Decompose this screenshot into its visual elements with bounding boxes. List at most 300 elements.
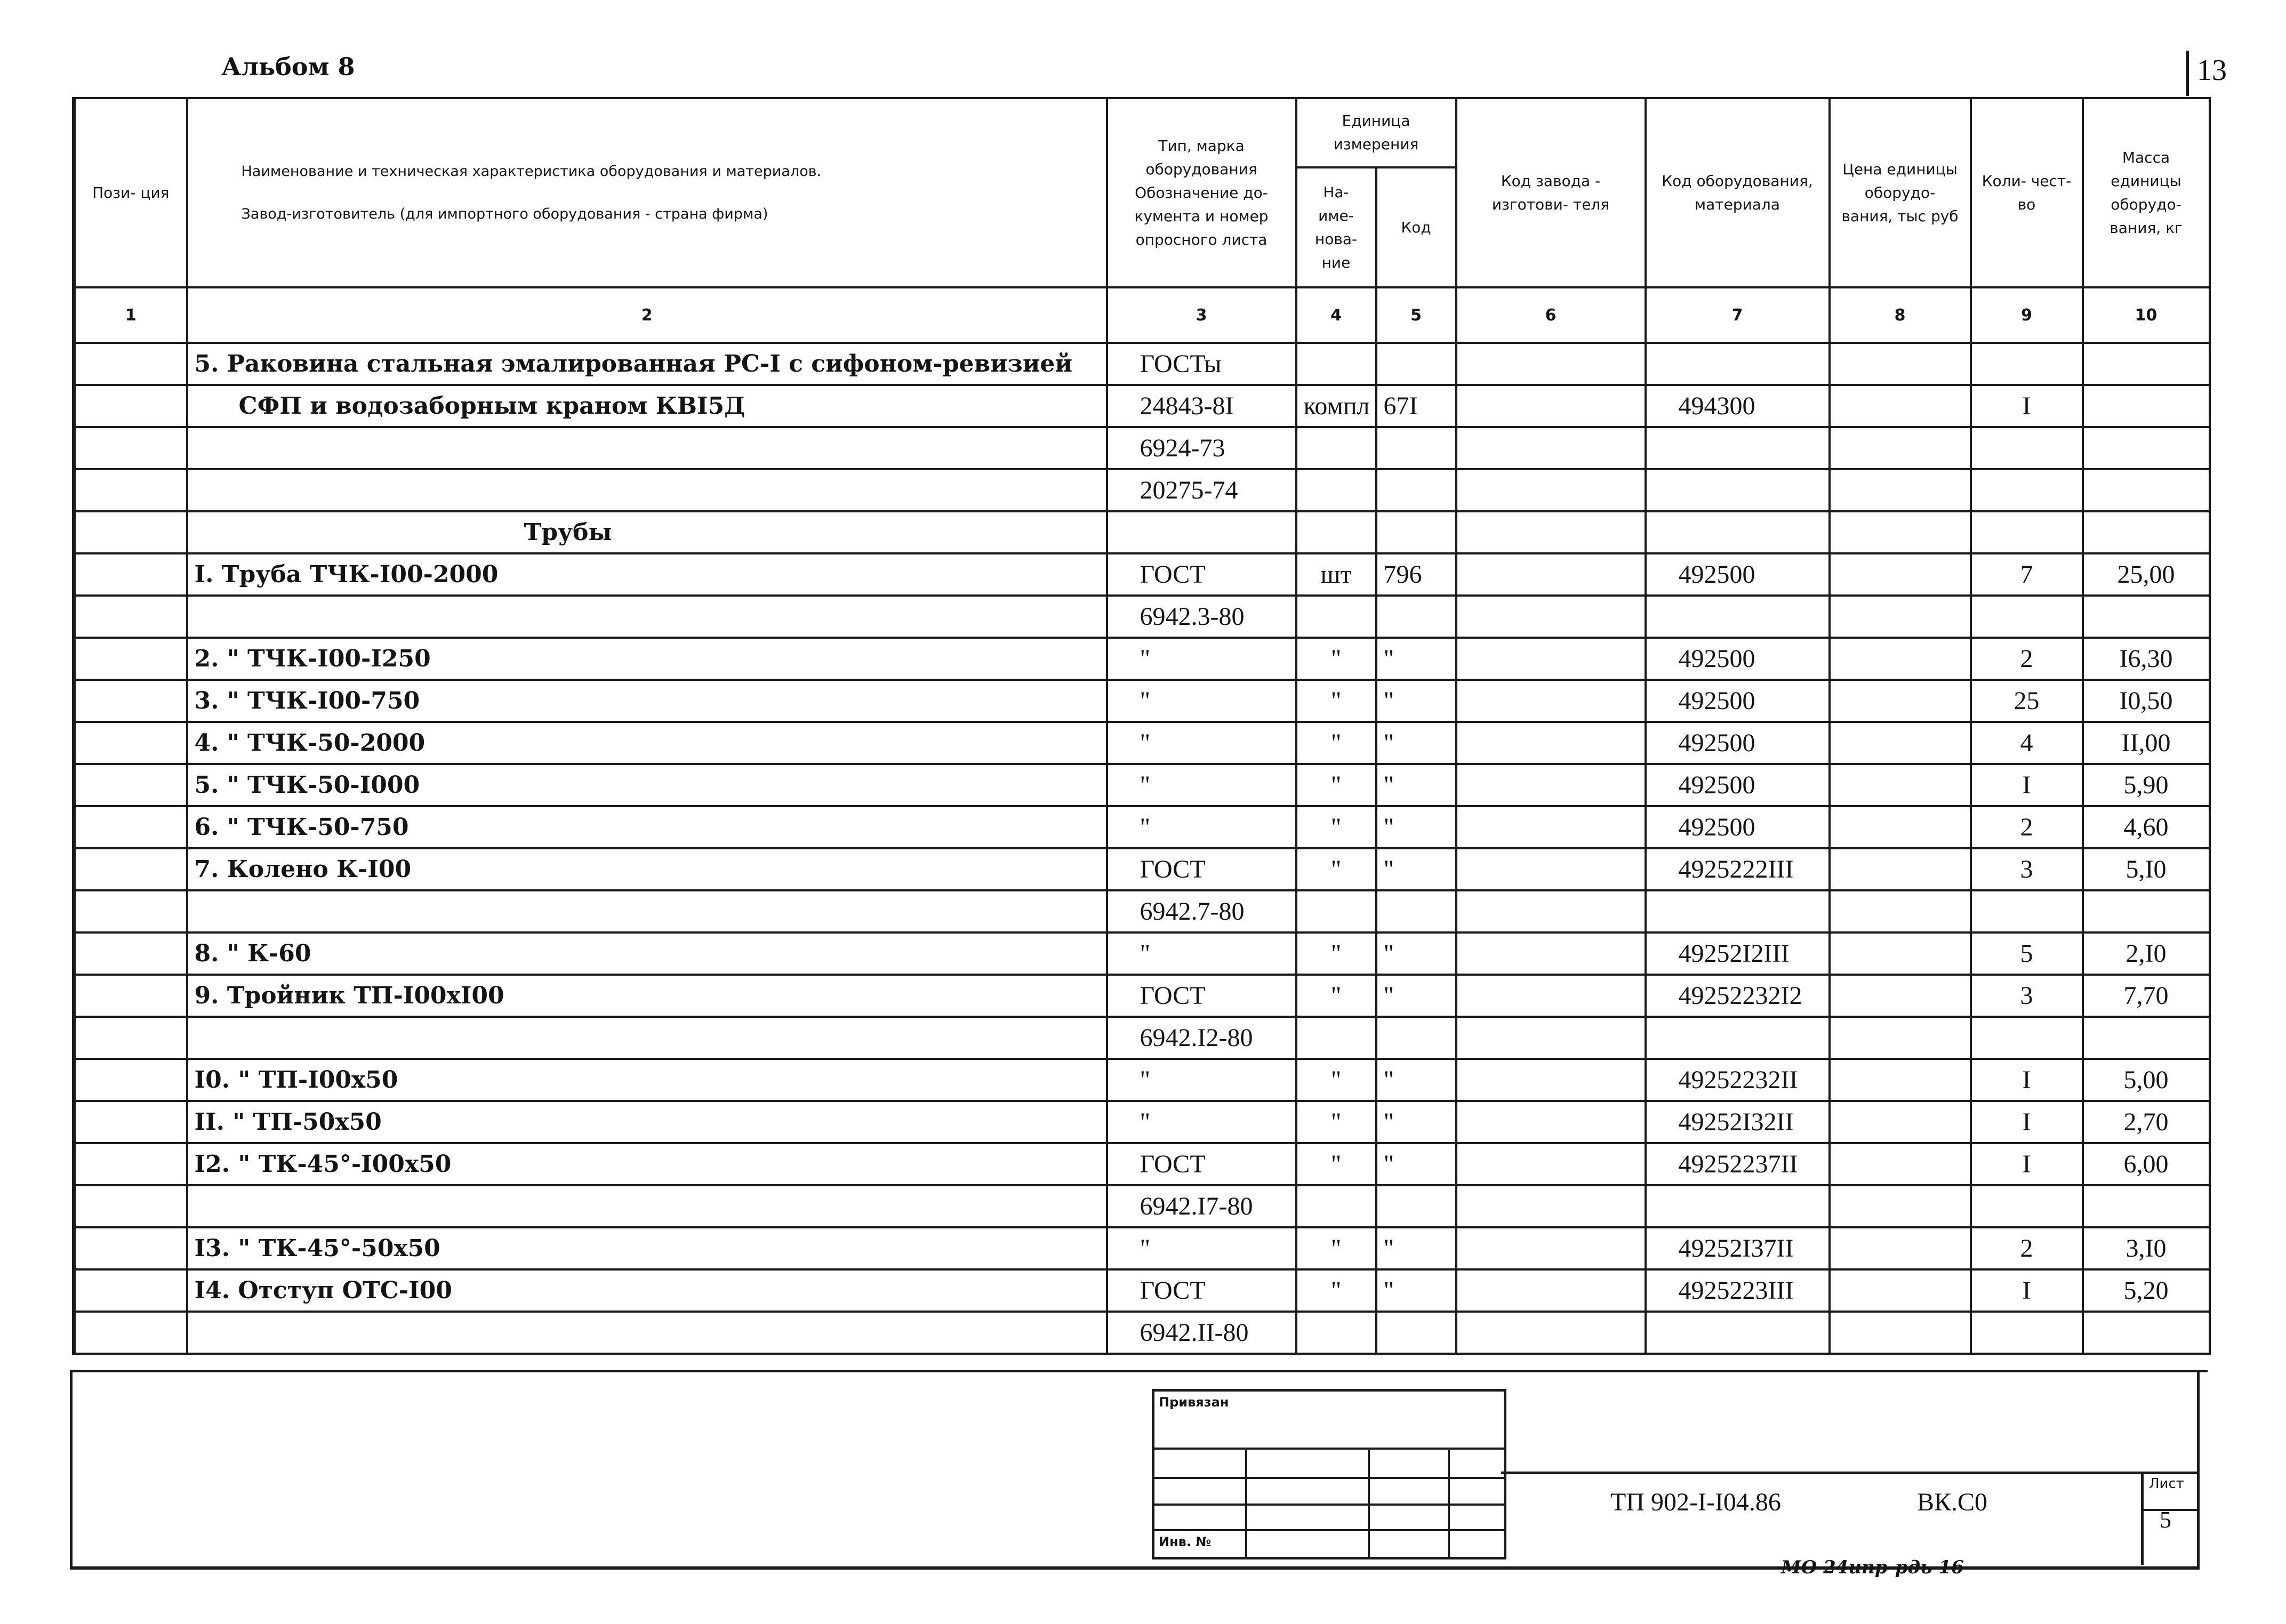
row-type: 6942.II-80 [1107, 1312, 1296, 1354]
row-unit-code: " [1376, 1227, 1456, 1269]
row-factory-code [1456, 1227, 1646, 1269]
row-quantity: 3 [1971, 848, 2083, 890]
row-equipment-code: 492500 [1646, 722, 1830, 764]
row-position [74, 1269, 187, 1312]
row-mass [2083, 511, 2210, 553]
row-quantity: 2 [1971, 1227, 2083, 1269]
row-factory-code [1456, 1017, 1646, 1059]
row-unit-code: " [1376, 1059, 1456, 1101]
row-factory-code [1456, 975, 1646, 1017]
row-unit [1296, 343, 1376, 385]
table-row [74, 1185, 2210, 1227]
row-position [74, 806, 187, 848]
row-factory-code [1456, 638, 1646, 680]
row-unit-code: " [1376, 1101, 1456, 1143]
row-factory-code [1456, 722, 1646, 764]
row-type: " [1107, 764, 1296, 806]
document-type: ВК.С0 [1917, 1488, 1988, 1516]
row-name: I2. " ТК-45°-I00x50 [187, 1143, 1107, 1185]
table-row [74, 385, 2210, 427]
header-name-line1: Наименование и техническая характеристика оборудования и материалов. [241, 163, 822, 180]
column-number: 8 [1830, 287, 1971, 343]
row-unit-code [1376, 890, 1456, 932]
row-mass: 5,90 [2083, 764, 2210, 806]
row-factory-code [1456, 680, 1646, 722]
row-unit-code: " [1376, 806, 1456, 848]
row-name: Трубы [187, 511, 1107, 553]
row-position [74, 680, 187, 722]
row-type: 6924-73 [1107, 427, 1296, 469]
row-mass [2083, 469, 2210, 511]
row-unit [1296, 427, 1376, 469]
column-number: 3 [1107, 287, 1296, 343]
row-equipment-code: 49252237II [1646, 1143, 1830, 1185]
row-quantity: I [1971, 764, 2083, 806]
row-quantity: 2 [1971, 806, 2083, 848]
row-equipment-code [1646, 511, 1830, 553]
row-type: " [1107, 680, 1296, 722]
stamp-top-label: Привязан [1159, 1395, 1229, 1410]
row-position [74, 764, 187, 806]
column-number: 1 [74, 287, 187, 343]
row-equipment-code [1646, 890, 1830, 932]
row-unit [1296, 1185, 1376, 1227]
stamp-divider [1448, 1450, 1450, 1557]
row-factory-code [1456, 890, 1646, 932]
row-name: 5. " ТЧК-50-I000 [187, 764, 1107, 806]
row-type: ГОСТ [1107, 848, 1296, 890]
table-row [74, 511, 2210, 553]
row-type: ГОСТ [1107, 975, 1296, 1017]
row-name [187, 469, 1107, 511]
album-title: Альбом 8 [221, 52, 355, 81]
row-unit-code: " [1376, 975, 1456, 1017]
sheet-number-bar [2186, 51, 2189, 96]
frame-left-edge [70, 1370, 73, 1567]
table-row [74, 722, 2210, 764]
row-position [74, 469, 187, 511]
row-factory-code [1456, 1059, 1646, 1101]
row-name: 4. " ТЧК-50-2000 [187, 722, 1107, 764]
row-unit: " [1296, 1269, 1376, 1312]
row-position [74, 638, 187, 680]
stamp-divider [1245, 1450, 1247, 1557]
table-row [74, 764, 2210, 806]
table-frame-bottom [72, 1370, 2208, 1372]
table-row [74, 1059, 2210, 1101]
row-price [1830, 890, 1971, 932]
row-name [187, 1312, 1107, 1354]
stamp-line [1154, 1504, 1504, 1506]
row-factory-code [1456, 596, 1646, 638]
stamp-divider [1368, 1450, 1370, 1557]
row-quantity [1971, 1185, 2083, 1227]
row-quantity [1971, 890, 2083, 932]
row-mass [2083, 1017, 2210, 1059]
row-factory-code [1456, 385, 1646, 427]
row-price [1830, 1143, 1971, 1185]
row-name [187, 1017, 1107, 1059]
row-unit [1296, 890, 1376, 932]
row-unit: " [1296, 806, 1376, 848]
row-type: " [1107, 932, 1296, 975]
row-factory-code [1456, 848, 1646, 890]
row-unit-code [1376, 1312, 1456, 1354]
row-position [74, 932, 187, 975]
row-name: 2. " ТЧК-I00-I250 [187, 638, 1107, 680]
row-unit [1296, 1312, 1376, 1354]
row-type [1107, 511, 1296, 553]
row-equipment-code: 494300 [1646, 385, 1830, 427]
row-factory-code [1456, 469, 1646, 511]
header-equipment-code: Код оборудования, материала [1646, 98, 1830, 287]
column-number: 2 [187, 287, 1107, 343]
header-price: Цена единицы оборудо- вания, тыс руб [1830, 98, 1971, 287]
row-equipment-code [1646, 469, 1830, 511]
table-row [74, 638, 2210, 680]
header-type: Тип, марка оборудования Обозначение до- кумента и номер опросного листа [1107, 98, 1296, 287]
row-name: I3. " ТК-45°-50x50 [187, 1227, 1107, 1269]
row-mass: 3,I0 [2083, 1227, 2210, 1269]
row-name: 6. " ТЧК-50-750 [187, 806, 1107, 848]
row-unit-code: " [1376, 722, 1456, 764]
row-name: 7. Колено К-I00 [187, 848, 1107, 890]
row-equipment-code [1646, 1185, 1830, 1227]
row-mass: 25,00 [2083, 553, 2210, 596]
row-mass: 6,00 [2083, 1143, 2210, 1185]
row-quantity [1971, 469, 2083, 511]
row-type: " [1107, 722, 1296, 764]
row-unit: " [1296, 1227, 1376, 1269]
row-unit-code [1376, 469, 1456, 511]
row-unit: компл [1296, 385, 1376, 427]
row-price [1830, 848, 1971, 890]
row-mass [2083, 427, 2210, 469]
row-position [74, 1185, 187, 1227]
row-price [1830, 511, 1971, 553]
row-price [1830, 638, 1971, 680]
row-unit-code [1376, 343, 1456, 385]
row-name: 5. Раковина стальная эмалированная РС-I с сифоном-ревизией [187, 343, 1107, 385]
row-type: " [1107, 806, 1296, 848]
row-unit-code [1376, 511, 1456, 553]
row-mass [2083, 343, 2210, 385]
row-equipment-code: 492500 [1646, 638, 1830, 680]
row-factory-code [1456, 1143, 1646, 1185]
row-position [74, 1017, 187, 1059]
row-unit: " [1296, 932, 1376, 975]
row-type: 6942.I2-80 [1107, 1017, 1296, 1059]
document-code: ТП 902-I-I04.86 [1610, 1488, 1781, 1516]
row-equipment-code: 4925222III [1646, 848, 1830, 890]
row-mass [2083, 596, 2210, 638]
row-name: I4. Отступ ОТС-I00 [187, 1269, 1107, 1312]
row-factory-code [1456, 553, 1646, 596]
row-price [1830, 469, 1971, 511]
stamp-line [1154, 1477, 1504, 1479]
table-row [74, 427, 2210, 469]
row-price [1830, 680, 1971, 722]
row-unit-code: 67I [1376, 385, 1456, 427]
table-row [74, 343, 2210, 385]
row-unit [1296, 596, 1376, 638]
sheet-box-divider [2144, 1509, 2200, 1511]
table-row [74, 806, 2210, 848]
header-unit-code: Код [1376, 167, 1456, 287]
row-mass [2083, 1312, 2210, 1354]
row-price [1830, 975, 1971, 1017]
row-mass [2083, 890, 2210, 932]
row-position [74, 1312, 187, 1354]
row-mass: 2,70 [2083, 1101, 2210, 1143]
row-unit-code [1376, 596, 1456, 638]
row-quantity: 4 [1971, 722, 2083, 764]
stamp-line [1154, 1529, 1504, 1531]
row-name: 3. " ТЧК-I00-750 [187, 680, 1107, 722]
row-type: 6942.I7-80 [1107, 1185, 1296, 1227]
row-quantity [1971, 427, 2083, 469]
row-equipment-code [1646, 1017, 1830, 1059]
row-unit-code: " [1376, 638, 1456, 680]
row-factory-code [1456, 932, 1646, 975]
header-unit-group: Единица измерения [1296, 98, 1456, 167]
table-row [74, 469, 2210, 511]
row-position [74, 596, 187, 638]
row-unit: " [1296, 848, 1376, 890]
row-name: I. Труба ТЧК-I00-2000 [187, 553, 1107, 596]
sheet-number: 13 [2197, 54, 2227, 87]
header-name-line2: Завод-изготовитель (для импортного оборудования - страна фирма) [241, 205, 768, 222]
row-unit: шт [1296, 553, 1376, 596]
row-type: " [1107, 1227, 1296, 1269]
row-price [1830, 427, 1971, 469]
row-unit: " [1296, 1143, 1376, 1185]
specification-table [72, 97, 2211, 1355]
row-price [1830, 596, 1971, 638]
row-unit: " [1296, 1059, 1376, 1101]
row-mass: I6,30 [2083, 638, 2210, 680]
row-name [187, 1185, 1107, 1227]
row-price [1830, 343, 1971, 385]
table-row [74, 890, 2210, 932]
row-unit-code: " [1376, 932, 1456, 975]
approval-stamp [1152, 1389, 1506, 1559]
sheet-label: Лист [2149, 1476, 2184, 1492]
row-price [1830, 1269, 1971, 1312]
row-quantity: I [1971, 385, 2083, 427]
row-price [1830, 722, 1971, 764]
row-price [1830, 1227, 1971, 1269]
row-factory-code [1456, 1269, 1646, 1312]
row-name [187, 596, 1107, 638]
row-quantity: I [1971, 1143, 2083, 1185]
row-equipment-code: 49252232II [1646, 1059, 1830, 1101]
row-quantity: 2 [1971, 638, 2083, 680]
row-equipment-code: 49252I37II [1646, 1227, 1830, 1269]
row-type: 6942.3-80 [1107, 596, 1296, 638]
sheet-page-number: 5 [2160, 1507, 2171, 1533]
row-position [74, 1143, 187, 1185]
row-name: СФП и водозаборным краном КВI5Д [187, 385, 1107, 427]
row-type: ГОСТ [1107, 553, 1296, 596]
row-type: 6942.7-80 [1107, 890, 1296, 932]
row-unit-code: " [1376, 848, 1456, 890]
row-unit-code [1376, 1017, 1456, 1059]
header-factory-code: Код завода - изготови- теля [1456, 98, 1646, 287]
table-row [74, 1227, 2210, 1269]
row-mass: 4,60 [2083, 806, 2210, 848]
row-type: ГОСТ [1107, 1269, 1296, 1312]
header-mass: Масса единицы оборудо- вания, кг [2083, 98, 2210, 287]
row-position [74, 1059, 187, 1101]
row-position [74, 975, 187, 1017]
row-mass: I0,50 [2083, 680, 2210, 722]
header-unit-name: На- име- нова- ние [1296, 167, 1376, 287]
row-unit-code [1376, 427, 1456, 469]
table-row [74, 680, 2210, 722]
row-equipment-code: 492500 [1646, 764, 1830, 806]
row-quantity: 5 [1971, 932, 2083, 975]
row-position [74, 427, 187, 469]
stamp-line [1154, 1448, 1504, 1450]
row-position [74, 1227, 187, 1269]
header-quantity: Коли- чест- во [1971, 98, 2083, 287]
row-type: " [1107, 1101, 1296, 1143]
row-unit [1296, 1017, 1376, 1059]
row-unit-code [1376, 1185, 1456, 1227]
row-factory-code [1456, 806, 1646, 848]
row-position [74, 343, 187, 385]
row-factory-code [1456, 1312, 1646, 1354]
row-quantity: 3 [1971, 975, 2083, 1017]
column-number: 6 [1456, 287, 1646, 343]
row-position [74, 722, 187, 764]
row-mass [2083, 385, 2210, 427]
row-type: " [1107, 1059, 1296, 1101]
row-price [1830, 553, 1971, 596]
row-name: I0. " ТП-I00x50 [187, 1059, 1107, 1101]
row-type: ГОСТ [1107, 1143, 1296, 1185]
row-factory-code [1456, 427, 1646, 469]
row-equipment-code: 49252232I2 [1646, 975, 1830, 1017]
row-position [74, 848, 187, 890]
row-unit: " [1296, 1101, 1376, 1143]
row-equipment-code: 49252I32II [1646, 1101, 1830, 1143]
table-row [74, 975, 2210, 1017]
row-price [1830, 806, 1971, 848]
row-mass: 7,70 [2083, 975, 2210, 1017]
row-position [74, 890, 187, 932]
row-equipment-code [1646, 1312, 1830, 1354]
row-price [1830, 932, 1971, 975]
row-unit: " [1296, 764, 1376, 806]
row-mass: II,00 [2083, 722, 2210, 764]
column-number: 5 [1376, 287, 1456, 343]
row-price [1830, 1185, 1971, 1227]
row-name: 8. " К-60 [187, 932, 1107, 975]
column-number: 4 [1296, 287, 1376, 343]
row-quantity [1971, 596, 2083, 638]
row-mass: 5,I0 [2083, 848, 2210, 890]
row-equipment-code: 492500 [1646, 553, 1830, 596]
row-position [74, 511, 187, 553]
header-position: Пози- ция [74, 98, 187, 287]
row-unit-code: " [1376, 680, 1456, 722]
row-factory-code [1456, 343, 1646, 385]
table-row [74, 1101, 2210, 1143]
row-quantity: I [1971, 1101, 2083, 1143]
row-quantity: I [1971, 1059, 2083, 1101]
row-unit [1296, 469, 1376, 511]
row-unit-code: " [1376, 1143, 1456, 1185]
row-name: 9. Тройник ТП-I00xI00 [187, 975, 1107, 1017]
row-quantity: 7 [1971, 553, 2083, 596]
table-row [74, 848, 2210, 890]
row-factory-code [1456, 1185, 1646, 1227]
row-type: 24843-8I [1107, 385, 1296, 427]
stamp-bottom-label: Инв. № [1159, 1534, 1212, 1549]
row-type: " [1107, 638, 1296, 680]
row-unit: " [1296, 975, 1376, 1017]
row-quantity: 25 [1971, 680, 2083, 722]
title-block-line [1501, 1472, 2200, 1474]
row-price [1830, 1312, 1971, 1354]
row-unit-code: 796 [1376, 553, 1456, 596]
row-price [1830, 1059, 1971, 1101]
row-factory-code [1456, 511, 1646, 553]
table-row [74, 932, 2210, 975]
row-price [1830, 1101, 1971, 1143]
row-mass: 2,I0 [2083, 932, 2210, 975]
column-number: 10 [2083, 287, 2210, 343]
header-name [187, 98, 1107, 287]
column-number: 7 [1646, 287, 1830, 343]
row-price [1830, 1017, 1971, 1059]
row-quantity [1971, 1312, 2083, 1354]
row-name [187, 890, 1107, 932]
row-type: ГОСТы [1107, 343, 1296, 385]
handwritten-note: МО 24ипр-рдь 16 [1781, 1557, 1964, 1578]
row-quantity: I [1971, 1269, 2083, 1312]
row-factory-code [1456, 764, 1646, 806]
row-equipment-code: 492500 [1646, 680, 1830, 722]
table-row [74, 1143, 2210, 1185]
row-equipment-code: 492500 [1646, 806, 1830, 848]
row-name [187, 427, 1107, 469]
row-quantity [1971, 1017, 2083, 1059]
row-position [74, 1101, 187, 1143]
row-price [1830, 385, 1971, 427]
row-position [74, 553, 187, 596]
row-mass: 5,20 [2083, 1269, 2210, 1312]
table-row [74, 1312, 2210, 1354]
row-equipment-code: 49252I2III [1646, 932, 1830, 975]
row-unit [1296, 511, 1376, 553]
row-equipment-code [1646, 343, 1830, 385]
row-factory-code [1456, 1101, 1646, 1143]
row-name: II. " ТП-50x50 [187, 1101, 1107, 1143]
row-equipment-code [1646, 427, 1830, 469]
table-row [74, 1269, 2210, 1312]
row-unit: " [1296, 680, 1376, 722]
row-unit-code: " [1376, 764, 1456, 806]
row-mass: 5,00 [2083, 1059, 2210, 1101]
row-unit: " [1296, 722, 1376, 764]
row-unit: " [1296, 638, 1376, 680]
row-mass [2083, 1185, 2210, 1227]
row-equipment-code [1646, 596, 1830, 638]
table-row [74, 1017, 2210, 1059]
